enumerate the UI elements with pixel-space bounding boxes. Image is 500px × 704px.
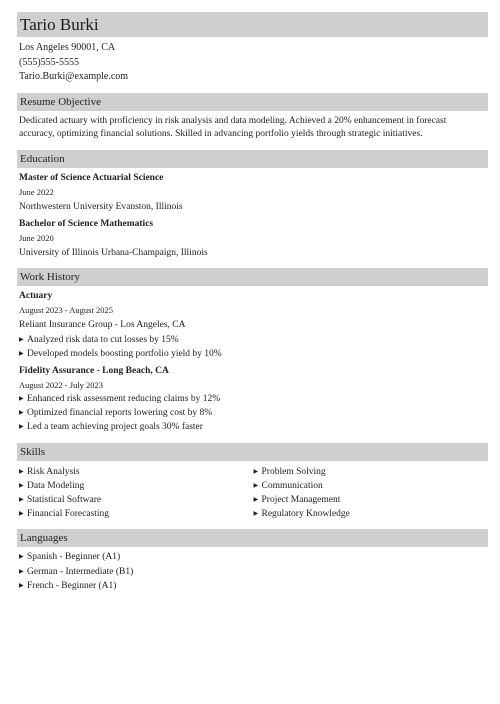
list-item [19, 392, 488, 406]
education-entry [17, 218, 488, 260]
language: German - Intermediate (B1) [27, 566, 134, 577]
list-item [19, 507, 254, 521]
section-title: Resume Objective [20, 95, 101, 108]
degree: Master of Science Actuarial Science [19, 172, 164, 183]
triangle-right-icon: ▶ [19, 424, 24, 431]
list-item [19, 565, 488, 579]
job-entry [17, 290, 488, 361]
language: French - Beginner (A1) [27, 580, 117, 591]
section-header-work-history [17, 268, 488, 286]
skill: Regulatory Knowledge [261, 509, 350, 520]
list-item [254, 479, 489, 493]
name-header [17, 12, 488, 37]
section-header-languages [17, 529, 488, 547]
triangle-right-icon: ▶ [19, 410, 24, 417]
contact-info [17, 41, 488, 85]
address: Los Angeles 90001, CA [19, 42, 116, 53]
list-item [254, 493, 489, 507]
triangle-right-icon: ▶ [253, 482, 259, 489]
skill: Problem Solving [261, 466, 326, 477]
graduation-date: June 2022 [19, 186, 54, 197]
skill: Project Management [261, 494, 341, 505]
triangle-right-icon: ▶ [19, 350, 24, 357]
job-entry [17, 365, 488, 435]
skills-grid [17, 464, 488, 522]
triangle-right-icon: ▶ [19, 336, 24, 343]
job-bullets [19, 333, 488, 361]
skill: Data Modeling [27, 480, 85, 491]
section-header-education [17, 150, 488, 168]
bullet-text: Enhanced risk assessment reducing claims by 12% [27, 393, 221, 404]
degree: Bachelor of Science Mathematics [19, 218, 154, 229]
skill: Financial Forecasting [27, 509, 110, 520]
triangle-right-icon: ▶ [253, 468, 259, 475]
job-company: Reliant Insurance Group - Los Angeles, CA [19, 319, 186, 330]
job-dates: August 2023 - August 2025 [19, 304, 113, 315]
list-item [254, 507, 489, 521]
triangle-right-icon: ▶ [19, 568, 24, 575]
list-item [19, 479, 254, 493]
list-item [19, 493, 254, 507]
skills-column-left [19, 465, 254, 522]
languages-list [17, 550, 488, 593]
triangle-right-icon: ▶ [19, 482, 24, 489]
section-title: Education [20, 152, 65, 165]
list-item [19, 420, 488, 434]
triangle-right-icon: ▶ [253, 511, 259, 518]
objective-text: Dedicated actuary with proficiency in risk analysis and data modeling. Achieved a 20% enhancement in forecast accuracy, optimizing financial solutions. Skilled in advancing portfolio yields through strategic initiatives. [19, 115, 447, 139]
skill: Statistical Software [27, 494, 102, 505]
skill: Communication [261, 480, 323, 491]
bullet-text: Optimized financial reports lowering cost by 8% [27, 408, 213, 419]
triangle-right-icon: ▶ [19, 511, 24, 518]
job-role: Fidelity Assurance - Long Beach, CA [19, 365, 169, 376]
education-entry [17, 172, 488, 214]
skills-column-right [254, 465, 489, 522]
list-item [19, 465, 254, 479]
bullet-text: Led a team achieving project goals 30% faster [27, 422, 203, 433]
section-title: Skills [20, 445, 46, 458]
triangle-right-icon: ▶ [253, 496, 259, 503]
school: University of Illinois Urbana-Champaign, Illinois [19, 247, 208, 258]
language: Spanish - Beginner (A1) [27, 552, 121, 563]
section-title: Work History [20, 270, 80, 283]
section-header-objective [17, 93, 488, 111]
triangle-right-icon: ▶ [19, 582, 24, 589]
bullet-text: Developed models boosting portfolio yield by 10% [27, 348, 222, 359]
bullet-text: Analyzed risk data to cut losses by 15% [27, 334, 179, 345]
school: Northwestern University Evanston, Illinois [19, 201, 183, 212]
list-item [19, 333, 488, 347]
skill: Risk Analysis [27, 466, 80, 477]
list-item [19, 579, 488, 593]
phone: (555)555-5555 [19, 56, 79, 68]
triangle-right-icon: ▶ [19, 468, 24, 475]
candidate-name: Tario Burki [20, 15, 99, 34]
section-title: Languages [20, 532, 68, 545]
job-role: Actuary [19, 290, 53, 301]
list-item [19, 347, 488, 361]
list-item [19, 550, 488, 564]
triangle-right-icon: ▶ [19, 554, 24, 561]
triangle-right-icon: ▶ [19, 496, 24, 503]
graduation-date: June 2020 [19, 232, 54, 243]
list-item [19, 406, 488, 420]
email: Tario.Burki@example.com [19, 71, 129, 82]
job-dates: August 2022 - July 2023 [19, 379, 104, 390]
job-bullets [19, 392, 488, 435]
list-item [254, 465, 489, 479]
triangle-right-icon: ▶ [19, 395, 24, 402]
section-header-skills [17, 443, 488, 461]
